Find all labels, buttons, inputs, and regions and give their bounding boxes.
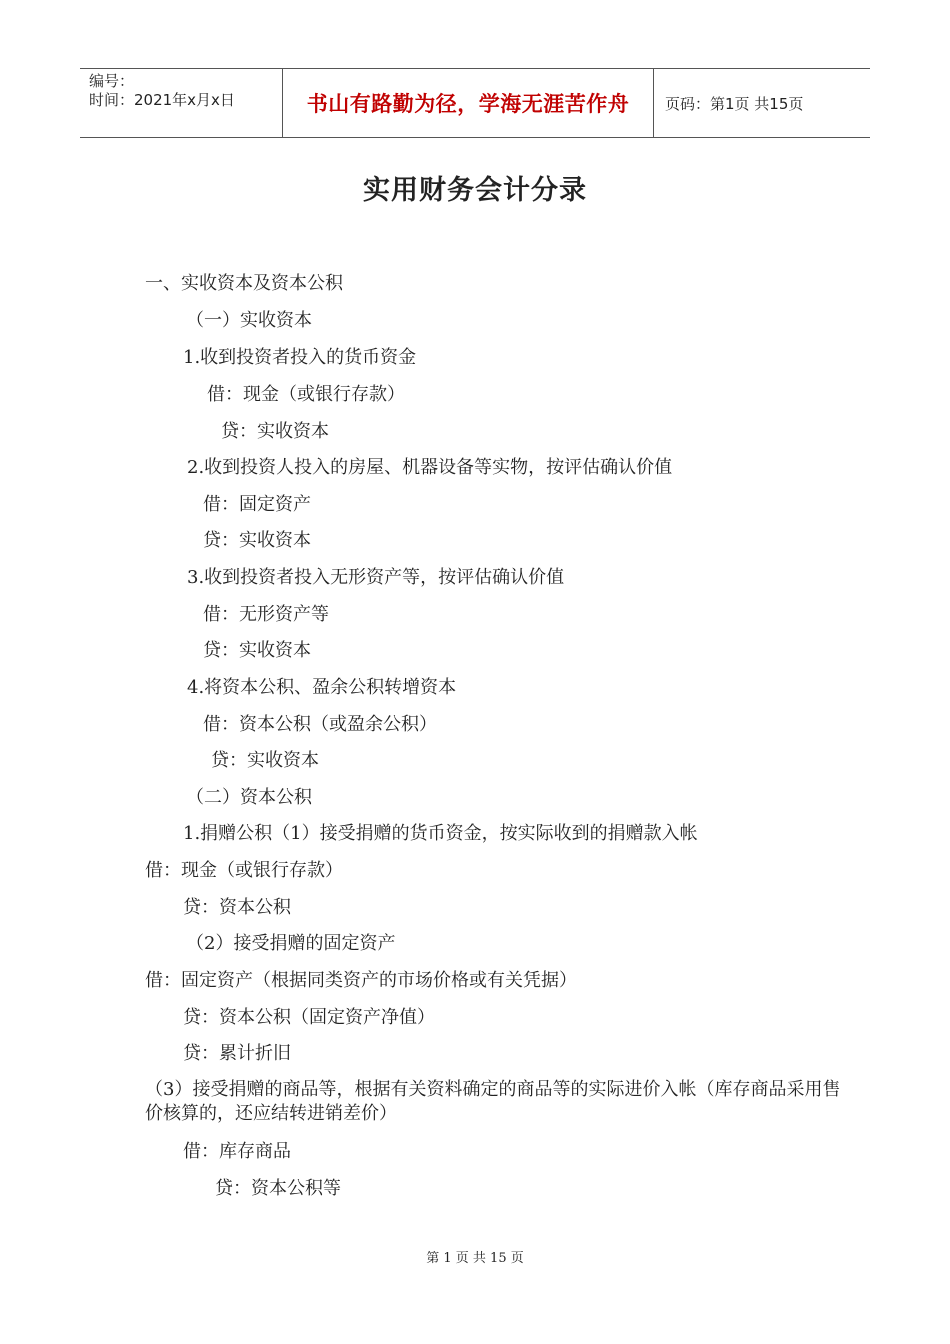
credit-entry: 贷：资本公积等	[215, 1178, 341, 1199]
page-footer: 第 1 页 共 15 页	[426, 1251, 524, 1266]
item-heading: 1.收到投资者投入的货币资金	[183, 347, 417, 368]
header-motto: 书山有路勤为径，学海无涯苦作舟	[282, 69, 654, 137]
debit-entry: 借：现金（或银行存款）	[145, 860, 343, 881]
item-heading: 4.将资本公积、盈余公积转增资本	[187, 677, 457, 698]
debit-entry: 借：库存商品	[183, 1141, 291, 1162]
credit-entry: 贷：资本公积（固定资产净值）	[183, 1007, 435, 1028]
credit-entry: 贷：实收资本	[203, 530, 311, 551]
document-title: 实用财务会计分录	[363, 175, 587, 206]
subsection-heading: （一）实收资本	[186, 310, 312, 331]
section-heading: 一、实收资本及资本公积	[145, 273, 343, 294]
credit-entry: 贷：实收资本	[221, 421, 329, 442]
debit-entry: 借：资本公积（或盈余公积）	[203, 714, 437, 735]
time-label: 时间：2021年x月x日	[89, 91, 235, 109]
credit-entry: 贷：资本公积	[183, 897, 291, 918]
item-heading: 2.收到投资人投入的房屋、机器设备等实物，按评估确认价值	[187, 457, 673, 478]
subsection-heading: （二）资本公积	[186, 787, 312, 808]
header-page-info: 页码：第1页 共15页	[665, 94, 804, 113]
debit-entry: 借：固定资产	[203, 494, 311, 515]
document-header	[80, 68, 870, 138]
item-heading: 1.捐赠公积（1）接受捐赠的货币资金，按实际收到的捐赠款入帐	[183, 823, 698, 844]
debit-entry: 借：现金（或银行存款）	[207, 384, 405, 405]
item-heading: （3）接受捐赠的商品等，根据有关资料确定的商品等的实际进价入帐（库存商品采用售价核算的，还应结转进销差价）	[145, 1079, 841, 1124]
number-label: 编号：	[89, 72, 135, 90]
credit-entry: 贷：累计折旧	[183, 1043, 291, 1064]
item-heading: 3.收到投资者投入无形资产等，按评估确认价值	[187, 567, 565, 588]
debit-entry: 借：固定资产（根据同类资产的市场价格或有关凭据）	[145, 970, 577, 991]
credit-entry: 贷：实收资本	[203, 640, 311, 661]
debit-entry: 借：无形资产等	[203, 604, 329, 625]
credit-entry: 贷：实收资本	[211, 750, 319, 771]
header-meta	[80, 69, 282, 137]
item-heading: （2）接受捐赠的固定资产	[186, 933, 396, 954]
